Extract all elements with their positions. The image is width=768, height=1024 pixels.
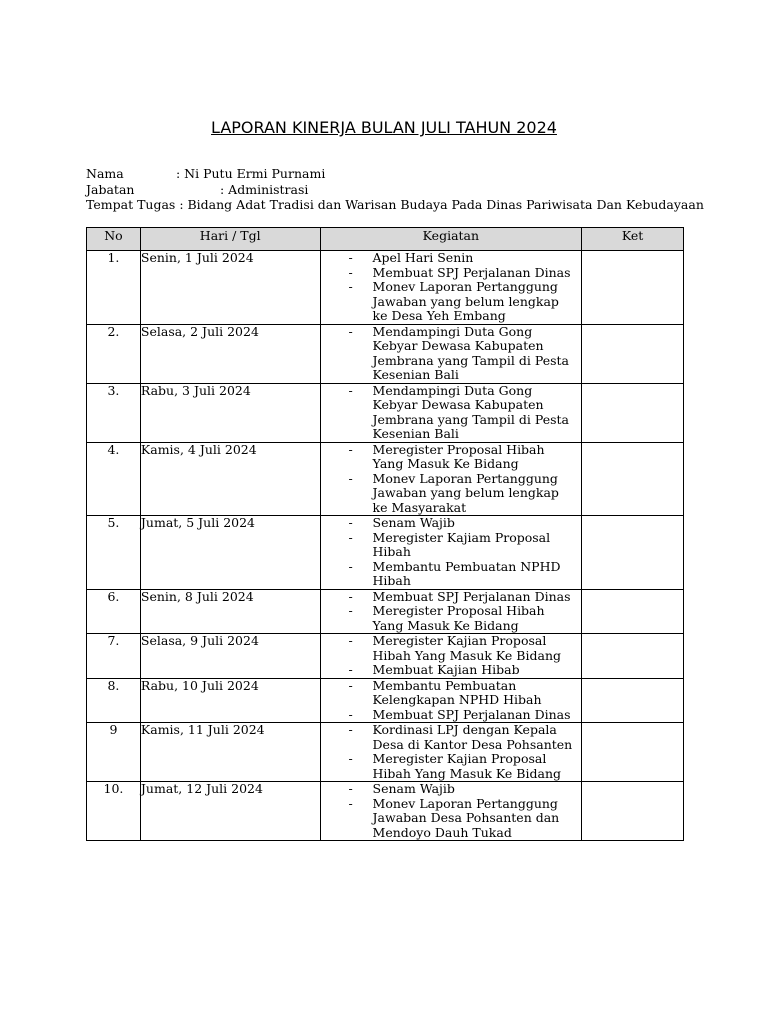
info-row-tempat xyxy=(86,197,704,213)
activity-item xyxy=(321,590,582,605)
activity-text: Meregister Kajian Proposal Hibah Yang Masuk Ke Bidang xyxy=(372,751,561,781)
header-hari-tgl: Hari / Tgl xyxy=(140,228,320,251)
bullet-dash-icon: - xyxy=(348,250,353,265)
bullet-dash-icon: - xyxy=(348,677,353,693)
activity-item xyxy=(321,752,582,781)
bullet-dash-icon: - xyxy=(348,558,353,574)
row-date: Senin, 1 Juli 2024 xyxy=(140,251,320,325)
table-row xyxy=(87,324,684,383)
bullet-dash-icon: - xyxy=(348,470,353,486)
row-date: Rabu, 3 Juli 2024 xyxy=(140,383,320,442)
activity-text: Membuat Kajian Hibab xyxy=(372,662,520,677)
tempat-label: Tempat Tugas xyxy=(86,197,176,212)
header-ket: Ket xyxy=(582,228,684,251)
activity-item xyxy=(321,251,582,266)
bullet-dash-icon: - xyxy=(348,279,353,294)
activity-item xyxy=(321,516,582,531)
activity-text: Membantu Pembuatan Kelengkapan NPHD Hibah xyxy=(372,677,542,707)
employee-info xyxy=(86,166,704,213)
table-row xyxy=(87,678,684,723)
activity-text: Kordinasi LPJ dengan Kepala Desa di Kantor Desa Pohsanten xyxy=(372,722,573,752)
row-ket xyxy=(582,251,684,325)
activity-text: Apel Hari Senin xyxy=(372,250,474,265)
activity-text: Monev Laporan Pertanggung Jawaban yang belum lengkap ke Masyarakat xyxy=(372,470,559,515)
activity-item xyxy=(321,280,582,324)
row-date: Kamis, 11 Juli 2024 xyxy=(140,723,320,782)
row-ket xyxy=(582,442,684,516)
activity-item xyxy=(321,266,582,281)
activity-text: Senam Wajib xyxy=(372,515,455,530)
table-row xyxy=(87,589,684,634)
activity-text: Meregister Proposal Hibah Yang Masuk Ke Bidang xyxy=(372,603,545,633)
row-activities xyxy=(320,516,582,590)
row-activities xyxy=(320,589,582,634)
nama-label: Nama xyxy=(86,166,124,181)
activity-item xyxy=(321,679,582,708)
activity-text: Meregister Proposal Hibah Yang Masuk Ke Bidang xyxy=(372,441,545,471)
row-activities xyxy=(320,782,582,841)
activity-text: Senam Wajib xyxy=(372,781,455,796)
bullet-dash-icon: - xyxy=(348,529,353,545)
row-activities xyxy=(320,324,582,383)
row-activities xyxy=(320,723,582,782)
activity-text: Membuat SPJ Perjalanan Dinas xyxy=(372,264,571,280)
table-row xyxy=(87,723,684,782)
jabatan-label: Jabatan xyxy=(86,181,135,197)
row-activities xyxy=(320,442,582,516)
header-kegiatan: Kegiatan xyxy=(320,228,582,251)
bullet-dash-icon: - xyxy=(348,781,353,796)
activity-item xyxy=(321,634,582,663)
activity-text: Meregister Kajian Proposal Hibah Yang Masuk Ke Bidang xyxy=(372,633,561,663)
row-activities xyxy=(320,634,582,679)
bullet-dash-icon: - xyxy=(348,323,353,339)
activity-text: Monev Laporan Pertanggung Jawaban Desa Pohsanten dan Mendoyo Dauh Tukad xyxy=(372,795,560,840)
row-number: 6. xyxy=(87,589,141,634)
table-row xyxy=(87,516,684,590)
bullet-dash-icon: - xyxy=(348,722,353,737)
row-date: Selasa, 2 Juli 2024 xyxy=(140,324,320,383)
info-row-jabatan xyxy=(86,182,704,198)
row-number: 5. xyxy=(87,516,141,590)
bullet-dash-icon: - xyxy=(348,588,353,604)
bullet-dash-icon: - xyxy=(348,633,353,648)
activity-item xyxy=(321,663,582,678)
activity-text: Meregister Kajiam Proposal Hibah xyxy=(372,529,551,559)
activity-text: Monev Laporan Pertanggung Jawaban yang belum lengkap ke Desa Yeh Embang xyxy=(372,279,559,323)
row-number: 7. xyxy=(87,634,141,679)
activity-text: Mendampingi Duta Gong Kebyar Dewasa Kabupaten Jembrana yang Tampil di Pesta Kesenian Bali xyxy=(372,382,569,441)
row-ket xyxy=(582,634,684,679)
row-date: Jumat, 12 Juli 2024 xyxy=(140,782,320,841)
tempat-value: : Bidang Adat Tradisi dan Warisan Budaya Pada Dinas Pariwisata Dan Kebudayaan xyxy=(179,197,704,212)
nama-value: : Ni Putu Ermi Purnami xyxy=(176,166,326,181)
activity-item xyxy=(321,560,582,589)
activity-text: Membuat SPJ Perjalanan Dinas xyxy=(372,706,571,722)
activity-item xyxy=(321,325,582,383)
activity-item xyxy=(321,472,582,516)
activity-item xyxy=(321,384,582,442)
row-activities xyxy=(320,383,582,442)
row-date: Senin, 8 Juli 2024 xyxy=(140,589,320,634)
row-number: 8. xyxy=(87,678,141,723)
table-row xyxy=(87,251,684,325)
activity-item xyxy=(321,723,582,752)
info-row-nama xyxy=(86,166,704,182)
activity-text: Mendampingi Duta Gong Kebyar Dewasa Kabupaten Jembrana yang Tampil di Pesta Kesenian Bali xyxy=(372,323,569,382)
row-ket xyxy=(582,383,684,442)
bullet-dash-icon: - xyxy=(348,603,353,618)
bullet-dash-icon: - xyxy=(348,751,353,766)
row-ket xyxy=(582,678,684,723)
row-date: Kamis, 4 Juli 2024 xyxy=(140,442,320,516)
table-row xyxy=(87,383,684,442)
activity-item xyxy=(321,604,582,633)
bullet-dash-icon: - xyxy=(348,662,353,677)
row-ket xyxy=(582,723,684,782)
jabatan-value: : Administrasi xyxy=(220,181,309,197)
table-header-row xyxy=(87,228,684,251)
row-ket xyxy=(582,324,684,383)
bullet-dash-icon: - xyxy=(348,441,353,457)
row-date: Selasa, 9 Juli 2024 xyxy=(140,634,320,679)
row-number: 3. xyxy=(87,383,141,442)
row-date: Jumat, 5 Juli 2024 xyxy=(140,516,320,590)
row-number: 1. xyxy=(87,251,141,325)
row-number: 2. xyxy=(87,324,141,383)
bullet-dash-icon: - xyxy=(348,382,353,398)
activity-item xyxy=(321,531,582,560)
header-no: No xyxy=(87,228,141,251)
row-activities xyxy=(320,251,582,325)
activity-item xyxy=(321,443,582,472)
table-row xyxy=(87,782,684,841)
activity-item xyxy=(321,782,582,797)
row-number: 4. xyxy=(87,442,141,516)
row-ket xyxy=(582,516,684,590)
report-title: LAPORAN KINERJA BULAN JULI TAHUN 2024 xyxy=(211,118,557,137)
row-ket xyxy=(582,782,684,841)
row-ket xyxy=(582,589,684,634)
table-row xyxy=(87,442,684,516)
activity-table xyxy=(86,227,684,841)
bullet-dash-icon: - xyxy=(348,515,353,530)
activity-item xyxy=(321,708,582,723)
bullet-dash-icon: - xyxy=(348,795,353,811)
table-row xyxy=(87,634,684,679)
activity-text: Membuat SPJ Perjalanan Dinas xyxy=(372,588,571,604)
activity-text: Membantu Pembuatan NPHD Hibah xyxy=(372,558,561,588)
activity-item xyxy=(321,797,582,841)
row-number: 9 xyxy=(87,723,141,782)
bullet-dash-icon: - xyxy=(348,706,353,722)
bullet-dash-icon: - xyxy=(348,264,353,280)
row-activities xyxy=(320,678,582,723)
row-number: 10. xyxy=(87,782,141,841)
row-date: Rabu, 10 Juli 2024 xyxy=(140,678,320,723)
